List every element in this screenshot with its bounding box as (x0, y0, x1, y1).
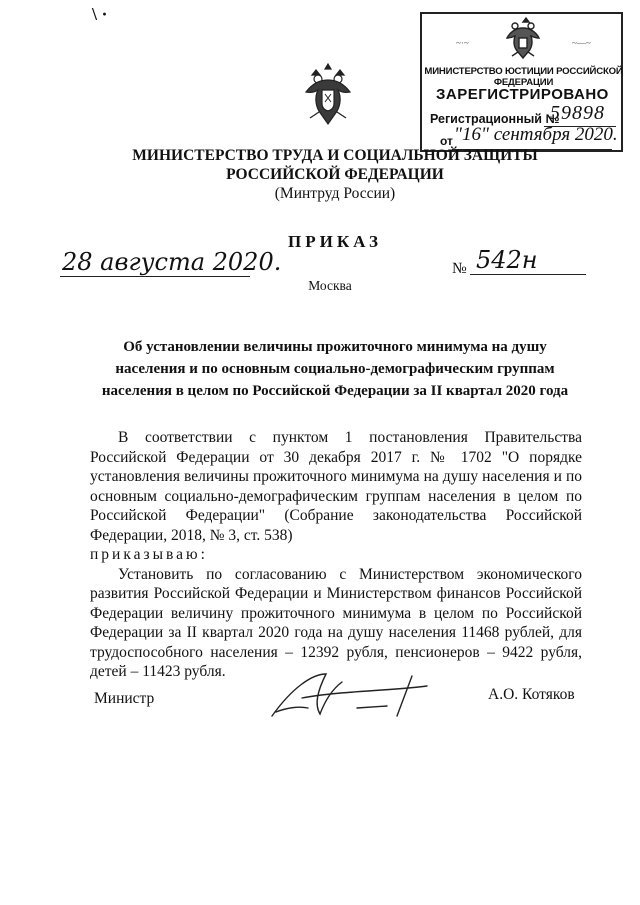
stamp-reg-number: 59898 (550, 102, 605, 124)
subject-line1: Об установлении величины прожиточного минимума на душу (123, 339, 547, 355)
subject-line2: населения и по основным социально-демографическим группам (115, 361, 555, 377)
stamp-scribble-right: ~—~ (572, 38, 591, 48)
ministry-short-name: (Минтруд России) (274, 185, 396, 202)
emblem-icon (302, 62, 354, 128)
scan-mark: \ · (92, 4, 108, 24)
order-title: ПРИКАЗ (288, 232, 382, 251)
handwritten-signature (262, 668, 442, 729)
preamble-paragraph: В соответствии с пунктом 1 постановления Правительства Российской Федерации от 30 декабря 2017 г. № 1702 "О порядке установления величины прожиточного минимума на душу населения и по основным социально-демографическим группам населения в целом по Российской Федерации" (Собрание законодательства Российской Федерации, 2018, № 3, ст. 538) (90, 429, 582, 544)
order-date-underline (60, 276, 250, 277)
stamp-ministry: МИНИСТЕРСТВО ЮСТИЦИИ РОССИЙСКОЙ ФЕДЕРАЦИИ (424, 66, 623, 88)
stamp-registered: ЗАРЕГИСТРИРОВАНО (436, 86, 609, 103)
order-body (90, 428, 582, 682)
stamp-emblem-icon (502, 16, 544, 67)
signatory-name: А.О. Котяков (488, 686, 575, 703)
order-number-underline (470, 274, 586, 275)
decision-paragraph: Установить по согласованию с Министерством экономического развития Российской Федерации и Министерством финансов Российской Федерации величину прожиточного минимума в целом по Российской Федерации за II квартал 2020 года на душу населения 11468 рублей, для трудоспособного населения – 12392 рубля, пенсионеров – 9422 рубля, детей – 11423 рубля. (90, 565, 582, 680)
signatory-position: Министр (94, 690, 155, 707)
order-date: 28 августа 2020. (62, 248, 282, 276)
order-number: 542н (476, 246, 538, 274)
ministry-name-line2: РОССИЙСКОЙ ФЕДЕРАЦИИ (226, 166, 444, 183)
ministry-name-line1: МИНИСТЕРСТВО ТРУДА И СОЦИАЛЬНОЙ ЗАЩИТЫ (132, 147, 538, 164)
stamp-reg-number-label: Регистрационный № (430, 112, 560, 126)
order-number-prefix: № (452, 260, 467, 277)
order-subject (70, 336, 600, 402)
registration-stamp (420, 12, 623, 152)
stamp-date-label: от (440, 134, 453, 148)
stamp-date: "16" сентября 2020. (454, 124, 618, 145)
stamp-scribble-left: ~·~ (456, 38, 469, 48)
order-word: приказываю: (90, 546, 208, 563)
order-city: Москва (308, 278, 352, 293)
subject-line3: населения в целом по Российской Федерации за II квартал 2020 года (101, 383, 569, 399)
